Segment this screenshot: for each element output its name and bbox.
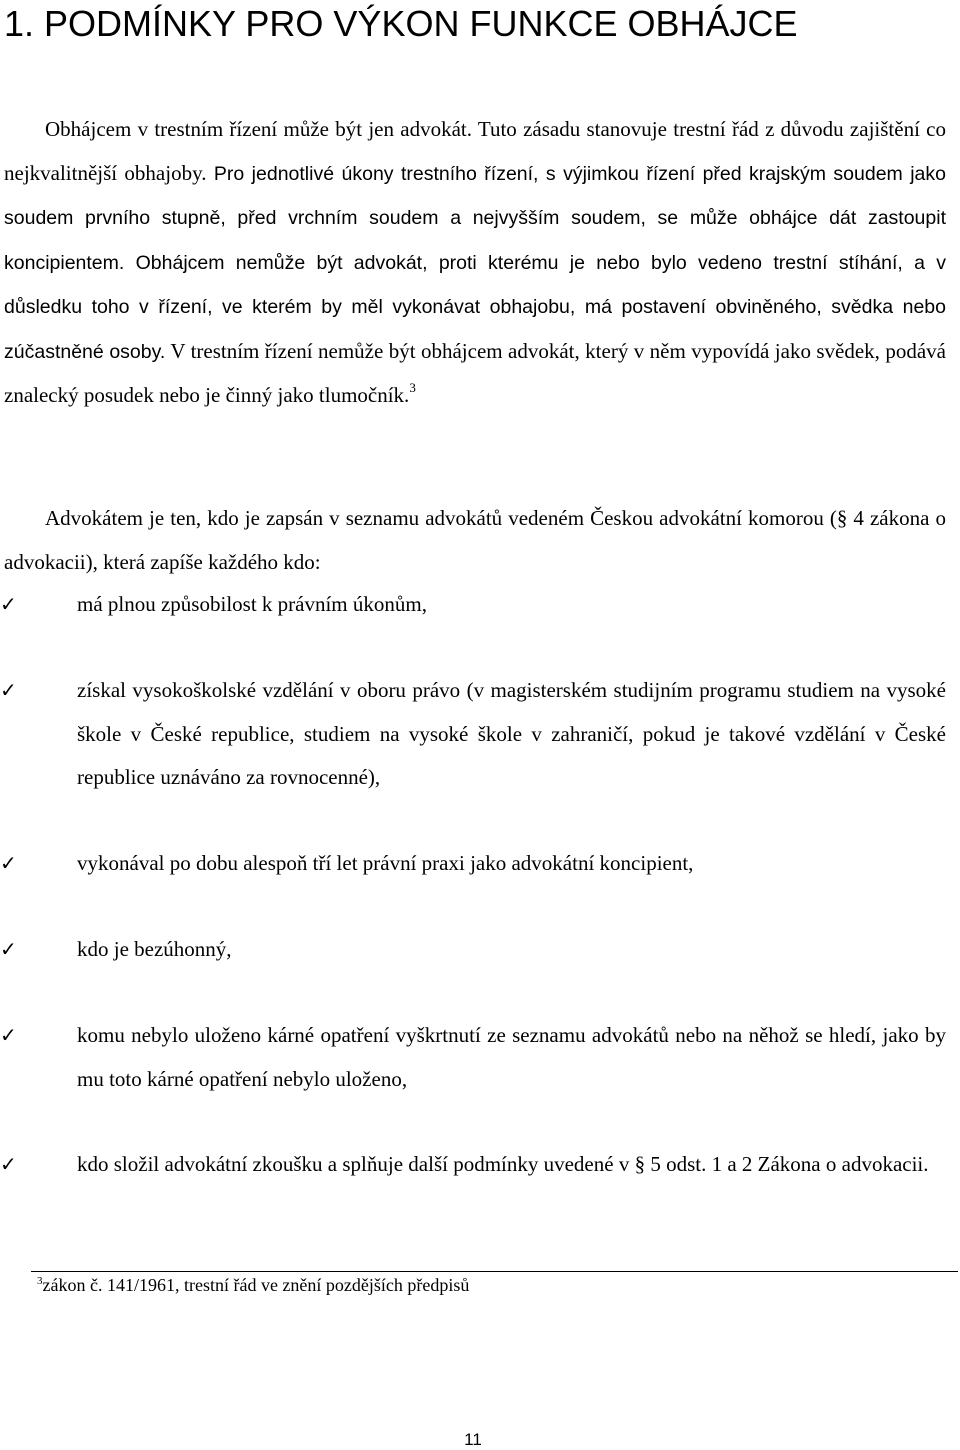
paragraph-text-segment: Obhájcem v trestním řízení může být jen advokát. Tuto zásadu stanovuje trestní řád z důvodu zajištění co nejkvalitnější obhajoby. (4, 117, 946, 185)
checklist-item (0, 583, 946, 627)
checklist-item-text: kdo složil advokátní zkoušku a splňuje další podmínky uvedené v § 5 odst. 1 a 2 Zákona o advokacii. (77, 1152, 929, 1176)
check-icon: ✓ (0, 1023, 17, 1047)
page-title: 1. PODMÍNKY PRO VÝKON FUNKCE OBHÁJCE (4, 3, 798, 44)
page-number: 11 (464, 1430, 482, 1449)
check-icon: ✓ (0, 678, 17, 702)
paragraph-text-segment: V trestním řízení nemůže být obhájcem advokát, který v něm vypovídá jako svědek, podává znalecký posudek nebo je činný jako tlumočník. (4, 338, 946, 407)
footnote-reference: 3 (409, 380, 416, 395)
paragraph-text-segment: Pro jednotlivé úkony trestního řízení, s výjimkou řízení před krajským soudem jako soudem prvního stupně, před vrchním soudem a nejvyšším soudem, se může obhájce dát zastoupit koncipientem. Obhájcem nemůže být advokát, proti kterému je nebo bylo vedeno trestní stíhání, a v důsledku toho v řízení, ve kterém by měl vykonávat obhajobu, má postavení obviněného, svědka nebo zúčastněné osoby. (4, 162, 946, 363)
checklist-item (0, 1014, 946, 1101)
checklist-item (0, 842, 946, 886)
checklist-item (0, 1143, 946, 1187)
checklist-item-text: komu nebylo uloženo kárné opatření vyškrtnutí ze seznamu advokátů nebo na něhož se hledí, jako by mu toto kárné opatření nebylo uloženo, (77, 1023, 946, 1091)
checklist-item (0, 669, 946, 800)
checklist-item (0, 928, 946, 972)
check-icon: ✓ (0, 592, 17, 616)
check-icon: ✓ (0, 937, 17, 961)
checklist-item-text: kdo je bezúhonný, (77, 937, 232, 961)
body-paragraph-defense-counsel (4, 108, 946, 418)
footnote-marker: 3 (37, 1275, 43, 1287)
check-icon: ✓ (0, 851, 17, 875)
body-paragraph-advocate-definition: Advokátem je ten, kdo je zapsán v seznamu advokátů vedeném Českou advokátní komorou (§ 4 zákona o advokacii), která zapíše každého kdo: (4, 506, 946, 574)
check-icon: ✓ (0, 1152, 17, 1176)
checklist-item-text: vykonával po dobu alespoň tří let právní praxi jako advokátní koncipient, (77, 851, 694, 875)
footnote (37, 1272, 469, 1298)
checklist-item-text: získal vysokoškolské vzdělání v oboru právo (v magisterském studijním programu studiem na vysoké škole v České republice, studiem na vysoké škole v zahraničí, pokud je takové vzdělání v České republice uznáváno za rovnocenné), (77, 678, 946, 789)
checklist-item-text: má plnou způsobilost k právním úkonům, (77, 592, 427, 616)
footnote-text: zákon č. 141/1961, trestní řád ve znění pozdějších předpisů (42, 1275, 470, 1295)
